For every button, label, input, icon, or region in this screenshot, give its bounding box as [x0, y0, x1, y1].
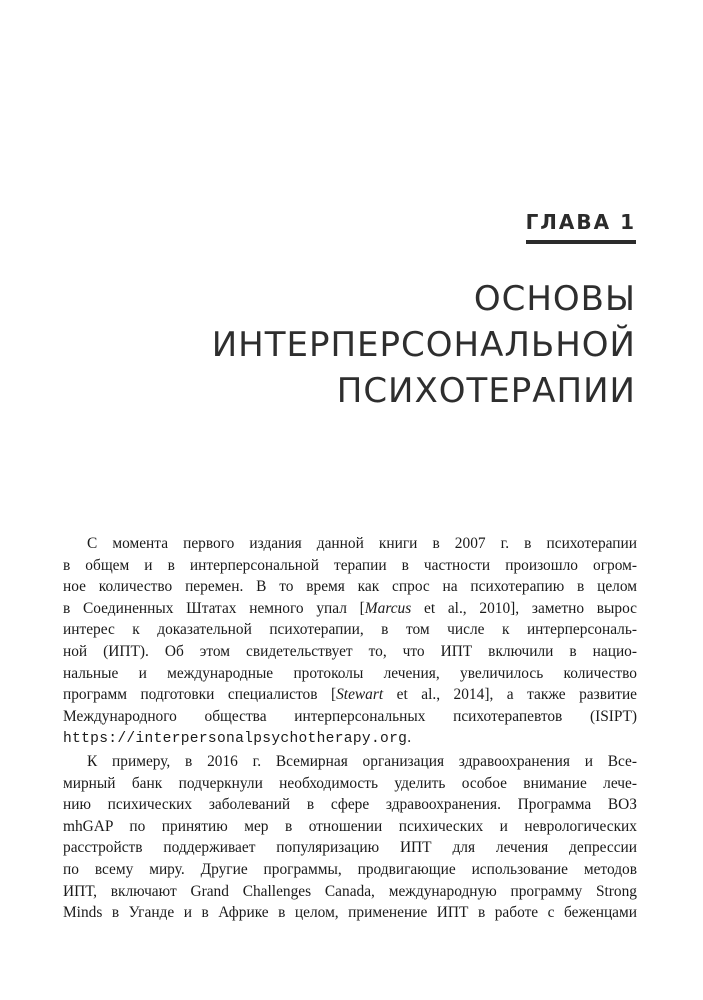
- text-segment: et al., 2014], а также развитие: [383, 686, 637, 704]
- paragraph-1: [63, 533, 637, 751]
- text-line: С момента первого издания данной книги в 2007 г. в психотерапии: [87, 535, 637, 552]
- text-line: ное количество перемен. В то время как спрос на психотерапию в целом: [63, 578, 637, 596]
- text-segment: в Соединенных Штатах немного упал [: [63, 599, 365, 617]
- chapter-label: ГЛАВА 1: [526, 210, 636, 244]
- chapter-title: [76, 276, 636, 414]
- chapter-title-line: ОСНОВЫ: [473, 279, 636, 319]
- chapter-title-line: ИНТЕРПЕРСОНАЛЬНОЙ: [211, 325, 636, 365]
- text-line: по всему миру. Другие программы, продвигающие использование методов: [63, 860, 637, 878]
- text-segment: .: [407, 729, 412, 747]
- text-line: нию психических заболеваний в сфере здравоохранения. Программа ВОЗ: [63, 796, 637, 814]
- text-line: mhGAP по принятию мер в отношении психических и неврологических: [63, 817, 637, 835]
- website-link[interactable]: https://interpersonalpsychotherapy.org: [63, 731, 408, 748]
- text-segment: et al., 2010], заметно вырос: [411, 599, 637, 617]
- body-text: [63, 533, 637, 924]
- text-line: Международного общества интерперсональных психотерапевтов (ISIPT): [63, 707, 637, 725]
- text-line: [63, 598, 637, 620]
- text-line: [63, 727, 637, 751]
- text-line: [63, 684, 637, 706]
- citation-author: Stewart: [336, 686, 384, 704]
- text-line: интерес к доказательной психотерапии, в том числе к интерперсональ-: [63, 621, 637, 639]
- text-line: ной (ИПТ). Об этом свидетельствует то, что ИПТ включили в нацио-: [63, 642, 637, 660]
- chapter-title-line: ПСИХОТЕРАПИИ: [336, 371, 636, 411]
- text-line: К примеру, в 2016 г. Всемирная организация здравоохранения и Все-: [87, 752, 637, 770]
- text-line: в общем и в интерперсональной терапии в частности произошло огром-: [63, 556, 637, 574]
- citation-author: Marcus: [364, 599, 412, 617]
- text-line: расстройств поддерживает популяризацию ИПТ для лечения депрессии: [63, 839, 637, 857]
- text-segment: программ подготовки специалистов [: [63, 686, 337, 704]
- paragraph-2: [63, 751, 637, 924]
- text-line: мирный банк подчеркнули необходимость уделить особое внимание лече-: [63, 774, 637, 792]
- text-line: ИПТ, включают Grand Challenges Canada, международную программу Strong: [63, 882, 637, 900]
- text-line: Minds в Уганде и в Африке в целом, применение ИПТ в работе с беженцами: [63, 904, 637, 922]
- text-line: нальные и международные протоколы лечения, увеличилось количество: [63, 664, 637, 682]
